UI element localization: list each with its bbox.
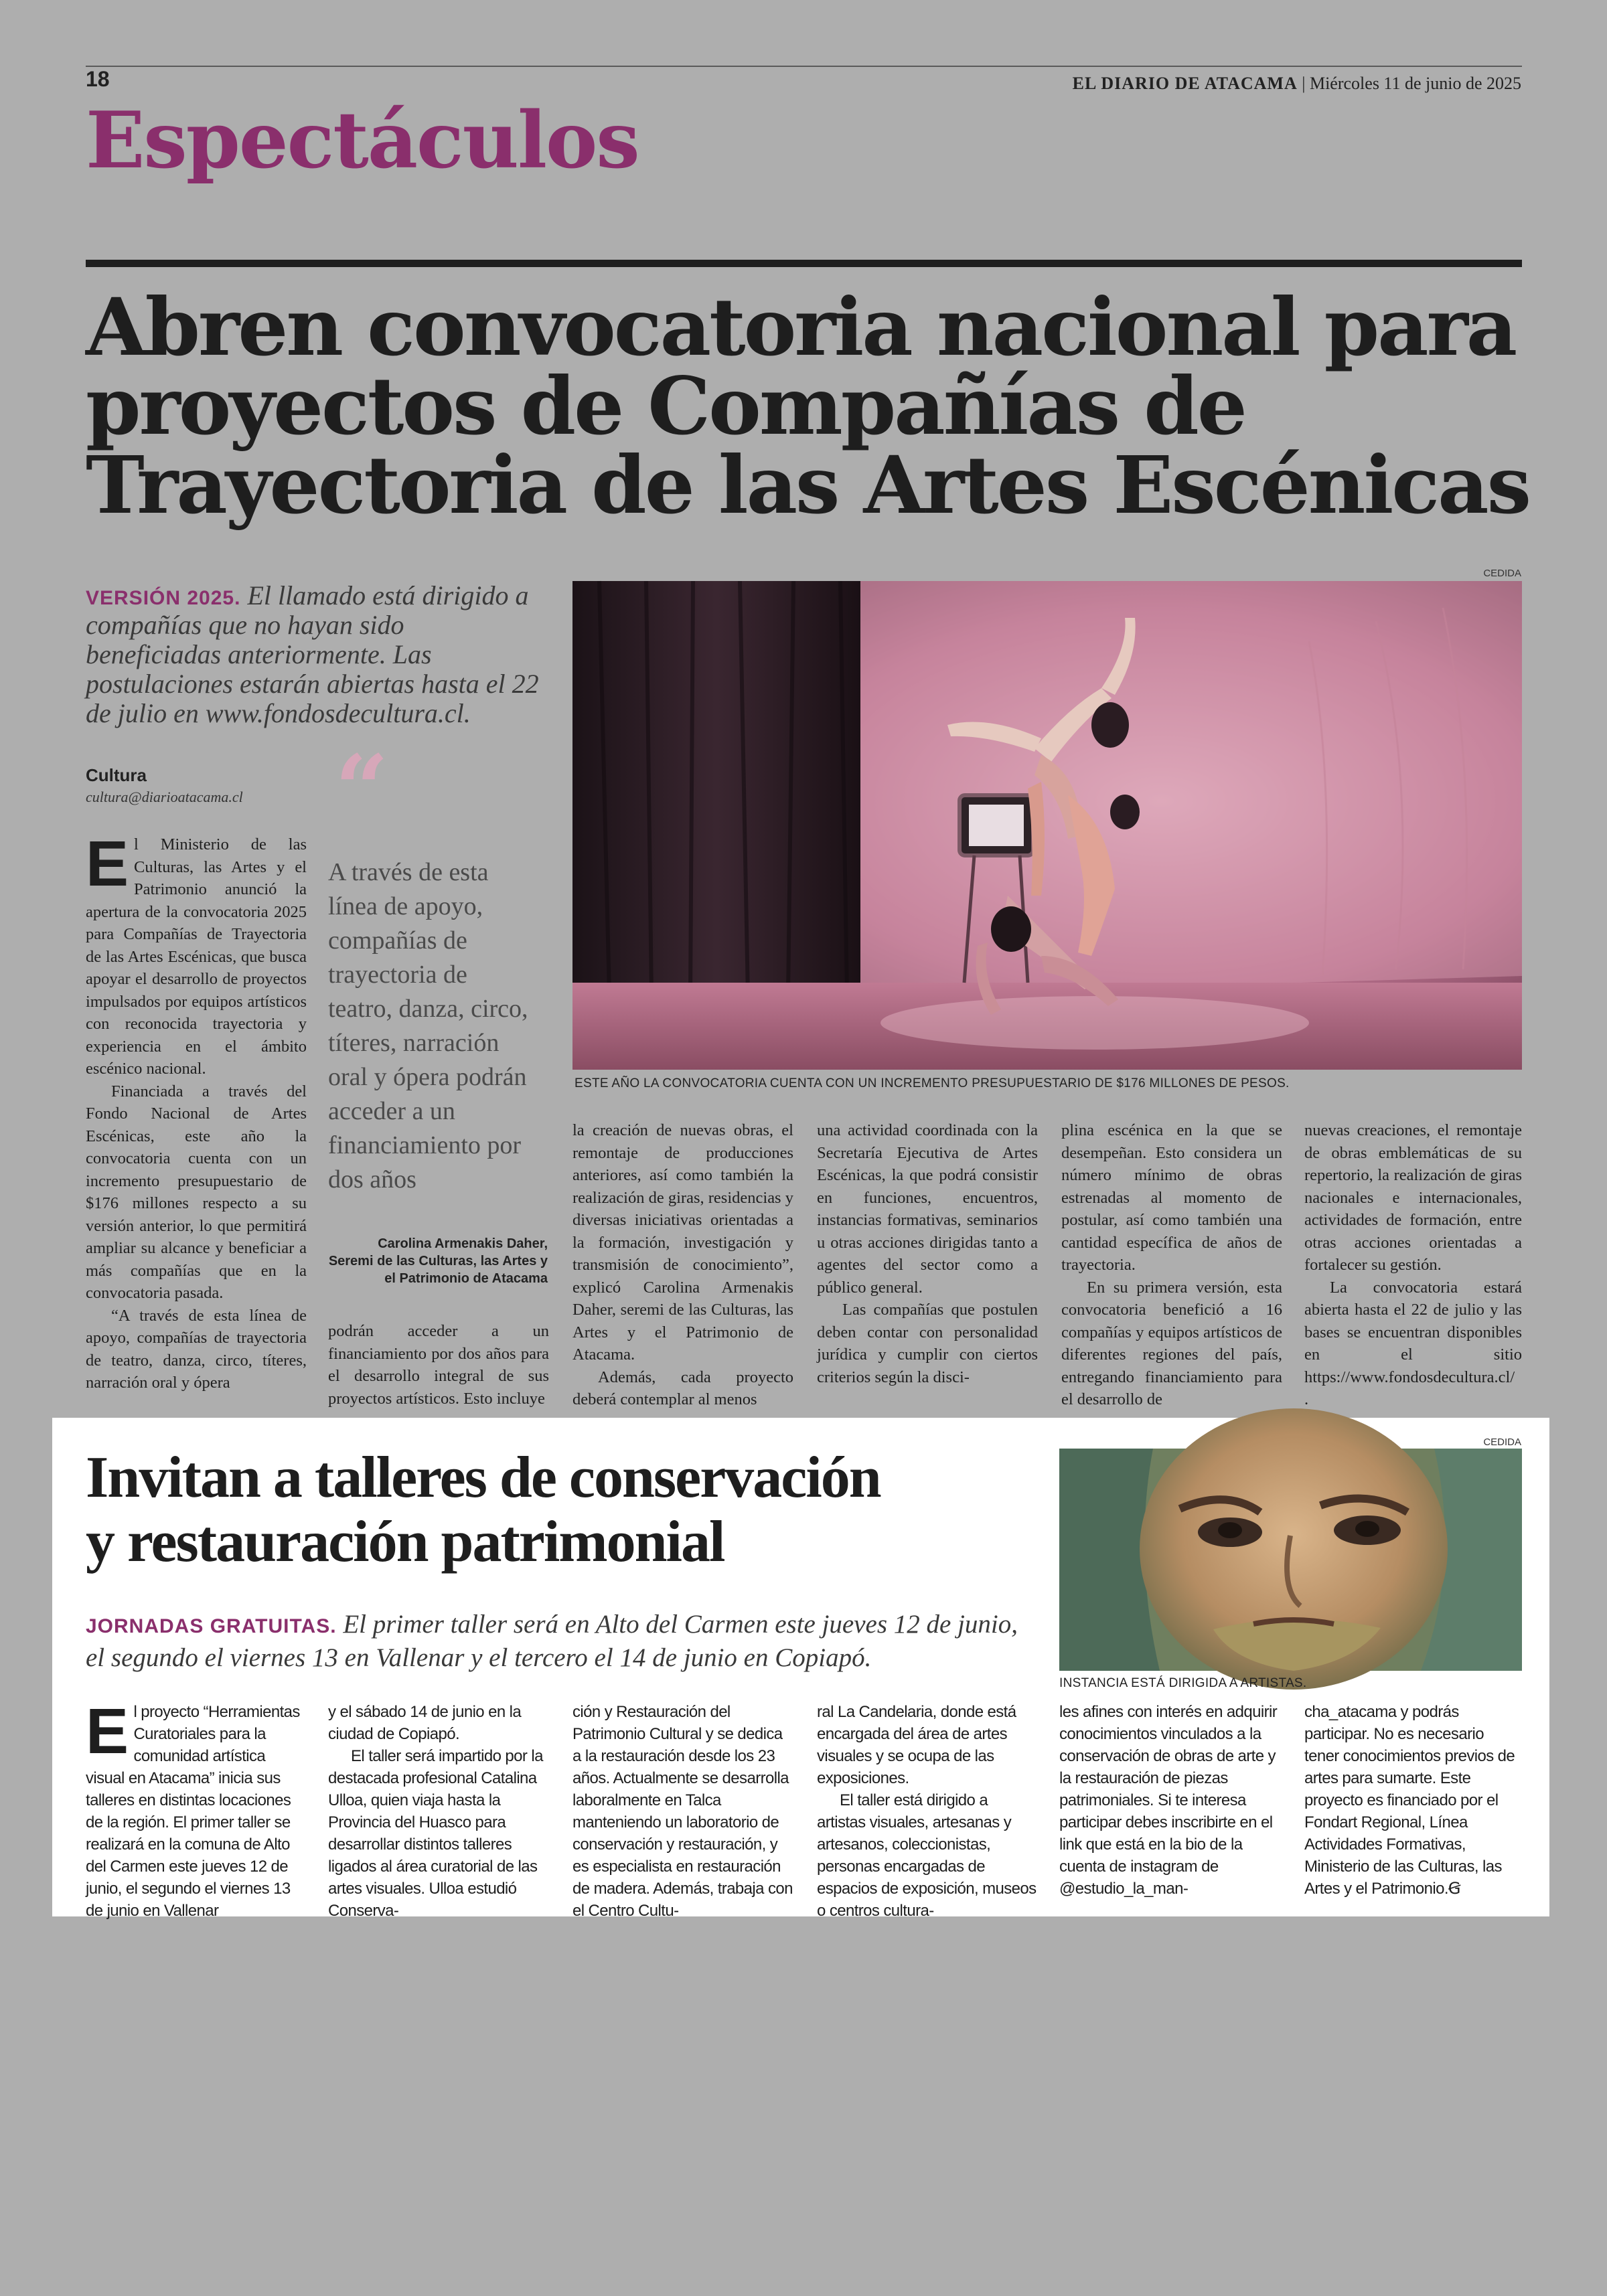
article-column	[1304, 1701, 1522, 1908]
paragraph: ción y Restauración del Patrimonio Cultural y se dedica a la restauración desde los 23 años. Actualmente se desarrolla laboralmente en Talca manteniendo un laboratorio de conservación y restauración, y es especialista en restauración de madera. Además, trabaja con el Centro Cultu-	[572, 1703, 793, 1920]
main-headline	[86, 280, 1530, 531]
end-of-article-icon: Ꞡ	[1448, 1880, 1460, 1898]
publication-date: Miércoles 11 de junio de 2025	[1309, 74, 1521, 93]
byline-name: Cultura	[86, 765, 147, 785]
paragraph: y el sábado 14 de junio en la ciudad de Copiapó.	[328, 1703, 522, 1743]
photo-credit: CEDIDA	[1483, 1437, 1521, 1448]
paragraph-text: cha_atacama y podrás participar. No es necesario tener conocimientos previos de artes para sumarte. Este proyecto es financiado por el Fondart Regional, Línea Actividades Formativas, Ministerio de las Culturas, las Artes y el Patrimonio.	[1304, 1703, 1515, 1898]
paragraph: podrán acceder a un financiamiento por dos años para el desarrollo integral de sus proyectos artísticos. Esto incluye	[328, 1322, 549, 1408]
article-column	[1059, 1701, 1284, 1908]
header-rule	[86, 66, 1522, 67]
paragraph: Financiada a través del Fondo Nacional de Artes Escénicas, este año la convocatoria cuenta con un incremento presupuestario de $176 millones respecto a su versión anterior, lo que permitirá ampliar su alcance y beneficiar a más compañías que en la convocatoria pasada.	[86, 1082, 307, 1302]
secondary-headline	[86, 1446, 1023, 1574]
photo-caption: INSTANCIA ESTÁ DIRIGIDA A ARTISTAS.	[1059, 1676, 1307, 1690]
deck-kicker: JORNADAS GRATUITAS.	[86, 1615, 337, 1637]
paragraph: nuevas creaciones, el remontaje de obras emblemáticas de su repertorio, la realización de giras nacionales e internacionales, actividades de formación, entre otras acciones orientadas a fortalecer su gestión.	[1304, 1121, 1522, 1274]
drop-cap: E	[86, 828, 129, 900]
article-column	[86, 1696, 307, 1920]
quote-attribution	[315, 1235, 548, 1287]
article-column	[572, 1119, 793, 1414]
deck-kicker: VERSIÓN 2025.	[86, 587, 241, 609]
deck-text: El primer taller será en Alto del Carmen este jueves 12 de junio, el segundo el viernes 13 en Vallenar y el tercero el 14 de junio en Copiapó.	[86, 1610, 1018, 1672]
article-deck	[86, 581, 541, 728]
headline-line: proyectos de Compañías de	[86, 359, 1245, 453]
quote-attribution-role: Seremi de las Culturas, las Artes y el Patrimonio de Atacama	[328, 1254, 548, 1286]
byline-email[interactable]: cultura@diarioatacama.cl	[86, 789, 243, 805]
article-column	[1061, 1119, 1282, 1414]
article-column	[86, 828, 307, 1409]
paragraph: una actividad coordinada con la Secretaría Ejecutiva de Artes Escénicas, la que podrá consistir en funciones, encuentros, instancias formativas, seminarios u otras acciones dirigidas tanto a agentes del sector como a público general.	[817, 1121, 1038, 1297]
paragraph: El taller será impartido por la destacada profesional Catalina Ulloa, quien viaja hasta la Provincia del Huasco para desarrollar distintos talleres ligados al área curatorial de las artes visuales. Ulloa estudió Conserva-	[328, 1747, 543, 1920]
deck-text: El llamado está dirigido a compañías que no hayan sido beneficiadas anteriormente. Las postulaciones estarán abiertas hasta el 22 de julio en www.fondosdecultura.cl.	[86, 580, 539, 728]
article-column	[1304, 1119, 1522, 1414]
page-number: 18	[86, 67, 110, 91]
paragraph: ral La Candelaria, donde está encargada del área de artes visuales y se ocupa de las exposiciones.	[817, 1703, 1016, 1787]
paragraph: l proyecto “Herramientas Curatoriales para la comunidad artística visual en Atacama” inicia sus talleres en distintas locaciones de la región. El primer taller se realizará en la comuna de Alto del Carmen este jueves 12 de junio, el segundo el viernes 13 de junio en Vallenar	[86, 1703, 300, 1920]
dance-performance-photo	[572, 581, 1522, 1070]
headline-line: Abren convocatoria nacional para	[86, 280, 1516, 374]
headline-line: Invitan a talleres de conservación	[86, 1445, 881, 1510]
portrait-painting-photo	[1059, 1449, 1522, 1671]
paragraph: Además, cada proyecto deberá contemplar al menos	[572, 1368, 793, 1408]
headline-line: Trayectoria de las Artes Escénicas	[86, 438, 1530, 531]
masthead	[1073, 74, 1521, 94]
headline-rule	[86, 260, 1522, 267]
section-title: Espectáculos	[86, 95, 639, 186]
paragraph: Las compañías que postulen deben contar con personalidad jurídica y cumplir con ciertos criterios según la disci-	[817, 1301, 1038, 1386]
paragraph: El taller está dirigido a artistas visuales, artesanas y artesanos, coleccionistas, personas encargadas de espacios de exposición, museos o centros cultura-	[817, 1791, 1037, 1920]
headline-line: y restauración patrimonial	[86, 1509, 724, 1574]
drop-cap: E	[86, 1696, 129, 1767]
portrait-illustration	[1059, 1449, 1522, 1671]
photo-caption: ESTE AÑO LA CONVOCATORIA CUENTA CON UN INCREMENTO PRESUPUESTARIO DE $176 MILLONES DE PESOS.	[575, 1076, 1290, 1090]
paragraph	[1304, 1701, 1522, 1900]
article-column	[572, 1701, 793, 1920]
paragraph: “A través de esta línea de apoyo, compañías de trayectoria de teatro, danza, circo, títeres, narración oral y ópera	[86, 1306, 307, 1392]
masthead-divider: |	[1302, 74, 1310, 93]
newspaper-name: EL DIARIO DE ATACAMA	[1072, 74, 1298, 93]
paragraph: En su primera versión, esta convocatoria benefició a 16 compañías y equipos artísticos de diferentes regiones del país, entregando financiamiento para el desarrollo de	[1061, 1278, 1282, 1408]
quote-mark-icon: “	[335, 735, 389, 845]
article-column	[328, 1701, 549, 1920]
pull-quote: A través de esta línea de apoyo, compañías de trayectoria de teatro, danza, circo, títeres, narración oral y ópera podrán acceder a un financiamiento por dos años	[328, 858, 528, 1194]
paragraph: les afines con interés en adquirir conocimientos vinculados a la conservación de obras de arte y la restauración de piezas patrimoniales. Si te interesa participar debes inscribirte en el link que está en la bio de la cuenta de instagram de @estudio_la_man-	[1059, 1703, 1278, 1898]
article-column	[328, 1320, 549, 1414]
dance-photo-illustration	[572, 581, 1522, 1070]
paragraph: l Ministerio de las Culturas, las Artes y el Patrimonio anunció la apertura de la convocatoria 2025 para Compañías de Trayectoria de las Artes Escénicas, que busca apoyar el desarrollo de proyectos impulsados por equipos artísticos con reconocida trayectoria y experiencia en el ámbito escénico nacional.	[86, 835, 307, 1078]
paragraph: la creación de nuevas obras, el remontaje de producciones anteriores, así como también la realización de giras, residencias y diversas iniciativas orientadas a la formación, investigación y transmisión de conocimiento”, explicó Carolina Armenakis Daher, seremi de las Culturas, las Artes y el Patrimonio de Atacama.	[572, 1121, 793, 1364]
photo-credit: CEDIDA	[1483, 568, 1521, 579]
paragraph: plina escénica en la que se desempeñan. Esto considera un número mínimo de obras estrenadas al momento de postular, así como también una cantidad específica de años de trayectoria.	[1061, 1121, 1282, 1274]
secondary-deck	[86, 1608, 1023, 1675]
paragraph: La convocatoria estará abierta hasta el 22 de julio y las bases se encuentran disponibles en el sitio https://www.fondosdecultura.cl/ .	[1304, 1278, 1522, 1408]
article-column	[817, 1119, 1038, 1414]
quote-attribution-name: Carolina Armenakis Daher,	[378, 1236, 548, 1251]
article-column	[817, 1701, 1038, 1920]
